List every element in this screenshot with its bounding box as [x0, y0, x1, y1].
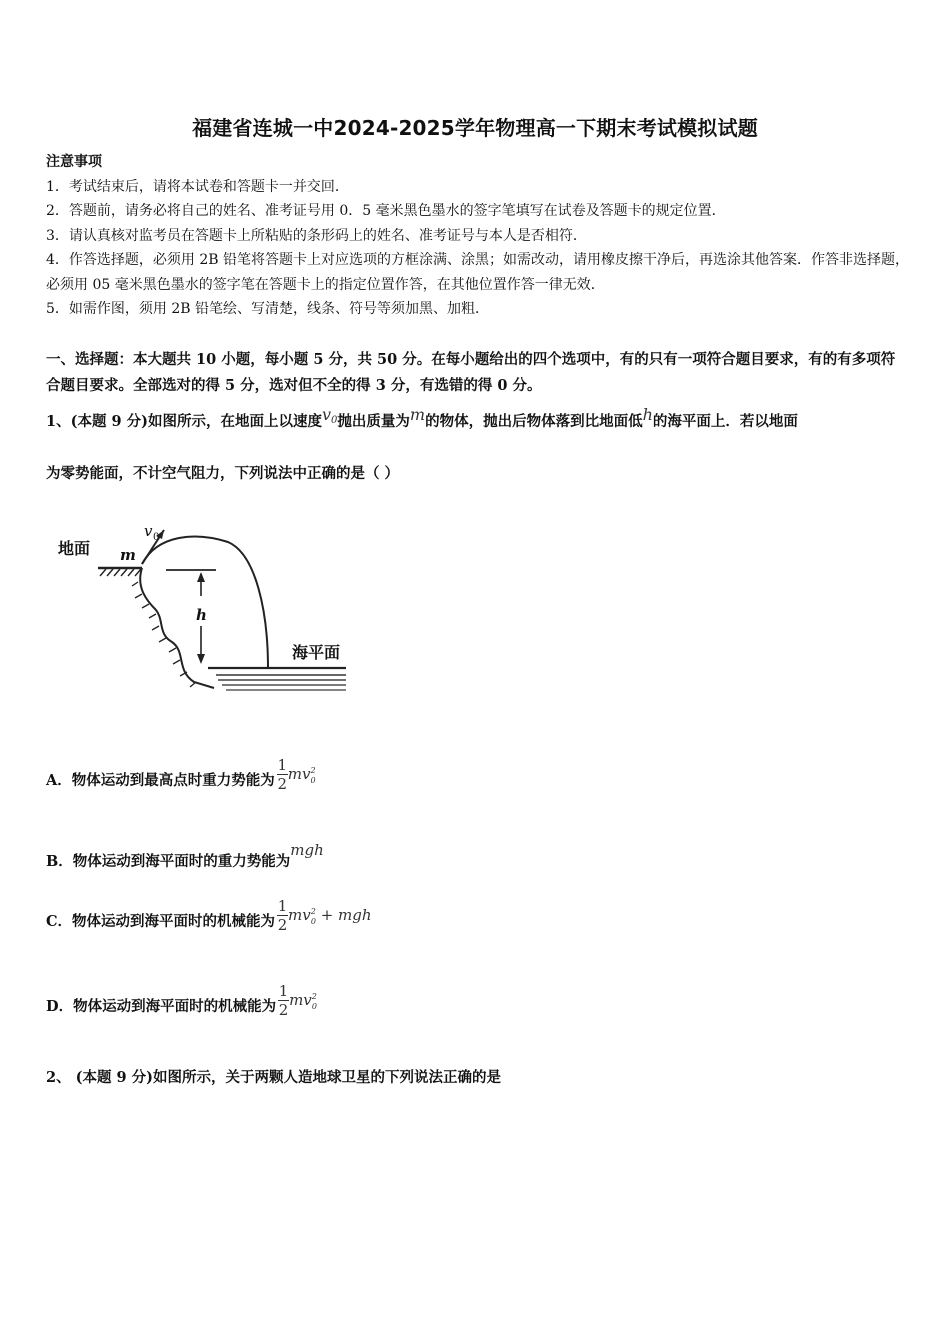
- velocity-symbol: v0: [322, 405, 338, 426]
- question-2: 2、 (本题 9 分)如图所示，关于两颗人造地球卫星的下列说法正确的是: [46, 1069, 502, 1086]
- question-1-line-1: [46, 405, 798, 431]
- question-1-text-b: 抛出质量为: [337, 413, 410, 430]
- page-title: 福建省连城一中2024-2025学年物理高一下期末考试模拟试题: [192, 116, 758, 140]
- option-a: A．物体运动到最高点时重力势能为 $\frac{1}{2}$ $mv^2_0$: [46, 756, 316, 793]
- notice-item: 4．作答选择题，必须用 2B 铅笔将答题卡上对应选项的方框涂满、涂黑；如需改动，请用橡皮擦干净后，再选涂其他答案．作答非选择题，必须用 05 毫米黑色墨水的签字笔在答题卡上的指定位置作答，在其他位置作答一律无效．: [46, 252, 909, 293]
- notice-section: [46, 150, 916, 322]
- mass-symbol: m: [409, 405, 426, 424]
- fraction: $\frac{1}{2}$: [277, 897, 288, 934]
- h-arrowhead-up: [197, 572, 205, 582]
- sea-level-label: 海平面: [292, 643, 341, 662]
- formula: $mv^2_0$ + mgh: [288, 905, 372, 926]
- question-1-text-c: 的物体，抛出后物体落到比地面低: [425, 413, 643, 430]
- ground-label: 地面: [58, 539, 91, 558]
- notice-item: 1．考试结束后，请将本试卷和答题卡一并交回．: [46, 178, 349, 195]
- question-1: [46, 405, 916, 490]
- trajectory-curve: [142, 537, 268, 668]
- formula: $mv^2_0$: [289, 990, 317, 1011]
- formula: mgh: [290, 841, 324, 859]
- projectile-figure: [46, 492, 366, 732]
- notice-item: 5．如需作图，须用 2B 铅笔绘、写清楚，线条、符号等须加黑、加粗．: [46, 301, 490, 317]
- sea-dots: [216, 674, 346, 691]
- question-1-text-d: 的海平面上．若以地面: [652, 413, 798, 430]
- mass-label: m: [120, 546, 136, 564]
- velocity-sub-label: 0: [153, 532, 160, 543]
- fraction: $\frac{1}{2}$: [278, 982, 289, 1019]
- h-arrowhead-down: [197, 654, 205, 664]
- notice-heading: 注意事项: [46, 154, 102, 170]
- question-1-text-a: 1、(本题 9 分)如图所示，在地面上以速度: [46, 413, 322, 430]
- section-heading: 一、选择题：本大题共 10 小题，每小题 5 分，共 50 分。在每小题给出的四个选项中，有的只有一项符合题目要求，有的有多项符合题目要求。全部选对的得 5 分，选对但不全的得 3 分，有选错的得 0 分。: [46, 351, 896, 394]
- ground-hatching: [100, 569, 141, 576]
- option-c: C．物体运动到海平面时的机械能为 $\frac{1}{2}$ $mv^2_0$ + mgh: [46, 897, 372, 934]
- formula: $mv^2_0$: [287, 764, 316, 785]
- fraction: $\frac{1}{2}$: [277, 756, 288, 793]
- option-d: D．物体运动到海平面时的机械能为 $\frac{1}{2}$ $mv^2_0$: [46, 982, 317, 1019]
- cliff-outline: [140, 568, 214, 688]
- height-symbol: h: [642, 405, 653, 424]
- velocity-label: v: [144, 522, 153, 540]
- option-b: B．物体运动到海平面时的重力势能为mgh: [46, 841, 324, 870]
- notice-item: 3．请认真核对监考员在答题卡上所粘贴的条形码上的姓名、准考证号与本人是否相符．: [46, 227, 587, 244]
- notice-item: 2．答题前，请务必将自己的姓名、准考证号用 0．5 毫米黑色墨水的签字笔填写在试卷及答题卡的规定位置．: [46, 203, 726, 219]
- height-label: h: [196, 606, 207, 624]
- question-1-line-2: 为零势能面，不计空气阻力，下列说法中正确的是（ ）: [46, 465, 400, 482]
